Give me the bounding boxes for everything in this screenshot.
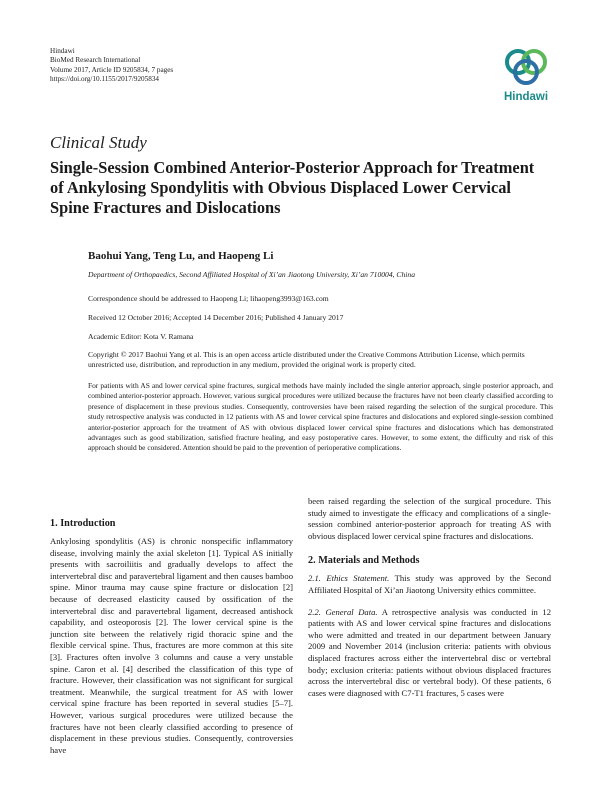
hindawi-logo [496,45,556,103]
publisher-name: Hindawi [50,47,75,55]
volume-info: Volume 2017, Article ID 9205834, 7 pages [50,65,174,74]
logo-wordmark: Hindawi [503,91,549,103]
article-title: Single-Session Combined Anterior-Posterior Approach for Treatment of Ankylosing Spondylitis with Obvious Displaced Lower Cervical Spine Fractures and Dislocations [50,158,535,217]
correspondence: Correspondence should be addressed to Haopeng Li; lihaopeng3993@163.com [88,294,329,303]
left-column [50,517,293,756]
intro-continuation: been raised regarding the selection of the surgical procedure. This study aimed to investigate the efficacy and complications of a single-session combined anterior-posterior approach for treating AS with obvious displaced lower cervical spine fractures and dislocations. [308,496,551,541]
ethics-text: This study was approved by the Second Affiliated Hospital of Xi’an Jiaotong University ethics committee. [308,573,551,595]
journal-header [50,47,173,85]
ethics-paragraph [308,573,551,596]
publication-dates: Received 12 October 2016; Accepted 14 December 2016; Published 4 January 2017 [88,313,344,322]
copyright-notice: Copyright © 2017 Baohui Yang et al. This is an open access article distributed under the Creative Commons Attribution License, which permits unrestricted use, distribution, and reproduction in any medium, provided the original work is properly cited. [88,350,525,370]
right-column [308,496,551,699]
abstract: For patients with AS and lower cervical spine fractures, surgical methods have mainly included the single anterior approach, single posterior approach, and combined anterior-posterior approach. However, various surgical procedures were utilized because the fractures have not been clearly classified according to presence of displacement in these previous studies. Consequently, controversies have been raised regarding the selection of the surgical procedure. This study retrospective analysis was conducted in 12 patients with AS and lower cervical spine fractures and dislocations and explored single-session combined anterior-posterior approach for the treatment of AS with obvious displaced lower cervical spine fractures and dislocations which has demonstrated advantages such as good stabilization, satisfied fracture healing, and easy postoperative cares. However, to some extent, the difficulty and risk of this approach should be considered. Attention should be paid to the prevention of perioperative complications. [88,381,553,453]
general-data-paragraph [308,607,551,700]
doi-link[interactable]: https://doi.org/10.1155/2017/9205834 [50,75,160,84]
article-type: Clinical Study [50,133,147,152]
intro-heading: 1. Introduction [50,518,116,529]
intro-paragraph: Ankylosing spondylitis (AS) is chronic nonspecific inflammatory disease, involving mainly the axial skeleton [1]. Typical AS initially presents with sacroiliitis and gradually develops to affect the intervertebral disc and paravertebral ligament and then causes bamboo spine. Minor trauma may cause spine fracture or dislocation [2] because of decreased elasticity caused by ossification of the intervertebral disc and paravertebral ligament, decreased antishock capability, and osteoporosis [2]. The lower cervical spine is the junction site between the relatively rigid thoracic spine and the flexible cervical spine. Thus, fractures are more common at this site [3]. Fractures often involve 3 columns and cause a very unstable spine. Caron et al. [4] described the classification of this type of fracture. However, their classification was not significant for surgical treatment. Meanwhile, the surgical treatment for AS with lower cervical spine fracture has been reported in several studies [5–7]. However, various surgical procedures were utilized because the fractures have not been clearly classified according to presence of displacement in these previous studies. Consequently, controversies have [50,536,293,755]
methods-heading: 2. Materials and Methods [308,555,420,567]
hindawi-logo-icon [496,45,556,91]
general-data-text: A retrospective analysis was conducted in 12 patients with AS and lower cervical spine fractures and dislocations who were admitted and treated in our department between January 2009 and November 2014 (inclusion criteria: patients with obvious displaced fractures across either the intervertebral disc or vertebral body; exclusion criteria: patients without obvious displaced fractures across the intervertebral disc or vertebral body). Of these patients, 6 cases were diagnosed with C7-T1 fractures, 5 cases were [308,606,551,698]
author-list: Baohui Yang, Teng Lu, and Haopeng Li [88,250,274,262]
academic-editor: Academic Editor: Kota V. Ramana [88,332,194,341]
general-data-subheading: 2.2. General Data. [308,606,378,617]
journal-name: BioMed Research International [50,56,141,65]
ethics-subheading: 2.1. Ethics Statement. [308,573,390,584]
affiliation: Department of Orthopaedics, Second Affiliated Hospital of Xi’an Jiaotong University, Xi’an 710004, China [88,270,415,279]
